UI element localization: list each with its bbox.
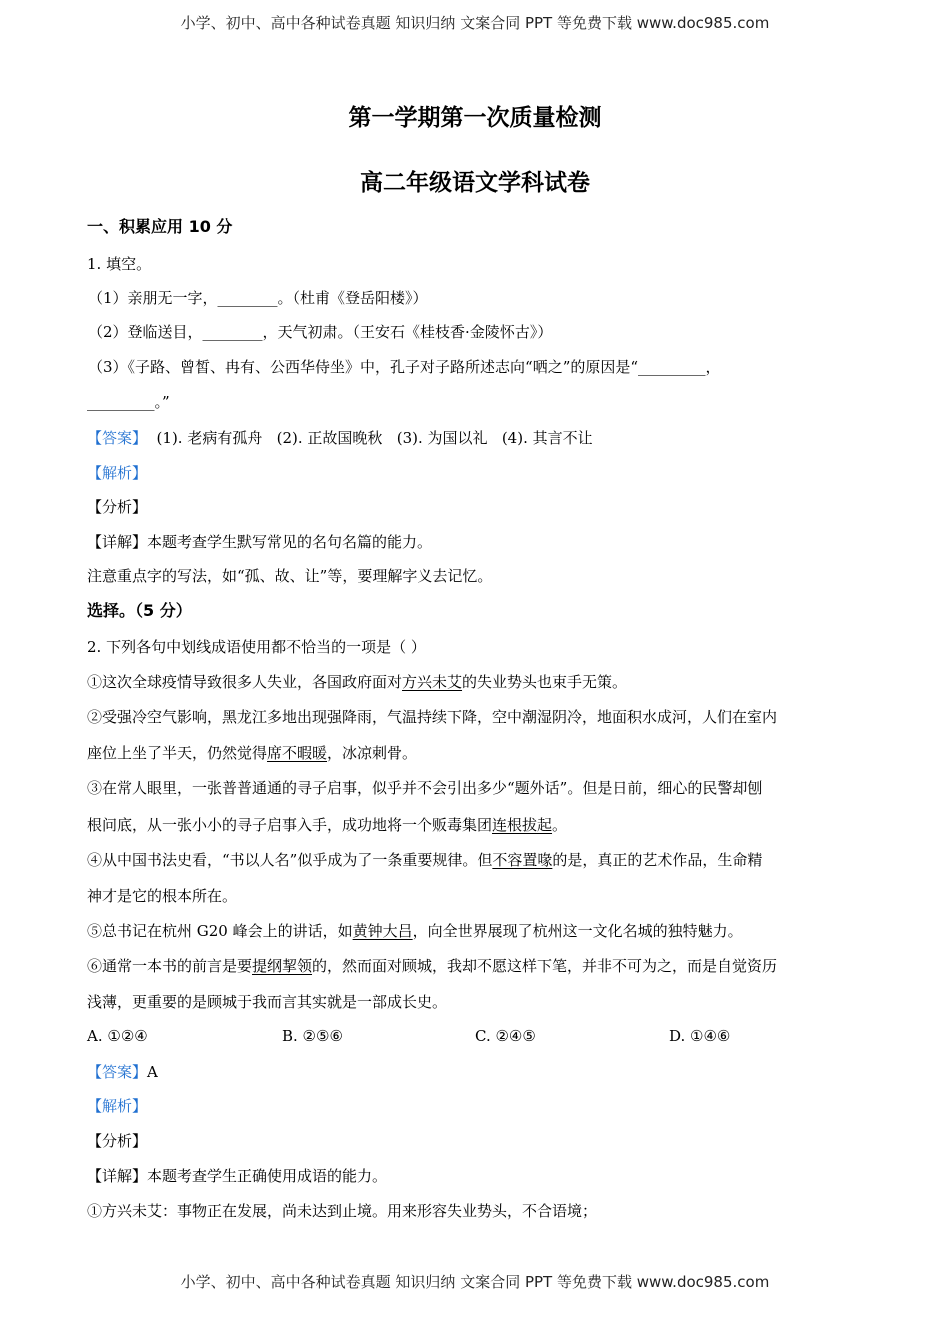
sentence-text: ④从中国书法史看，“书以人名”似乎成为了一条重要规律。但: [87, 851, 493, 869]
underlined-idiom: 连根拔起: [492, 816, 553, 834]
sentence-3-line-2: [87, 815, 567, 835]
sentence-text: 的失业势头也束手无策。: [462, 673, 628, 691]
answer-1: [87, 428, 593, 448]
sentence-2-line-2: [87, 743, 417, 763]
fenxi-label-2: 【分析】: [87, 1132, 148, 1150]
sentence-text: 。: [552, 816, 568, 834]
underlined-idiom: 黄钟大吕: [352, 922, 413, 940]
option-b: B. ②⑤⑥: [282, 1027, 343, 1045]
underlined-idiom: 方兴未艾: [402, 673, 463, 691]
option-c: C. ②④⑤: [475, 1027, 536, 1045]
sentence-text: 的是，真正的艺术作品，生命精: [552, 851, 763, 869]
exam-subtitle: 高二年级语文学科试卷: [360, 170, 590, 196]
sentence-1: [87, 672, 627, 692]
sentence-text: 根问底，从一张小小的寻子启事入手，成功地将一个贩毒集团: [87, 816, 493, 834]
question-1-item-3: （3）《子路、曾皙、冉有、公西华侍坐》中，孔子对子路所述志向“哂之”的原因是“_________，: [88, 358, 721, 376]
header-banner: 小学、初中、高中各种试卷真题 知识归纳 文案合同 PPT 等免费下载 www.doc985.com: [180, 14, 770, 32]
answer-2: [87, 1062, 158, 1082]
option-d: D. ①④⑥: [669, 1027, 731, 1045]
sentence-text: ，向全世界展现了杭州这一文化名城的独特魅力。: [412, 922, 743, 940]
sentence-text: 的，然而面对顾城，我却不愿这样下笔，并非不可为之，而是自觉资历: [312, 957, 778, 975]
section-heading-1: 一、积累应用 10 分: [87, 217, 233, 236]
detail-text: 【详解】本题考查学生默写常见的名句名篇的能力。: [87, 533, 433, 551]
sentence-5: [87, 921, 743, 941]
analysis-tag: 【解析】: [87, 464, 148, 482]
note-text: 注意重点字的写法，如“孤、故、让”等，要理解字义去记忆。: [87, 567, 493, 585]
section-heading-2: 选择。（5 分）: [87, 601, 192, 620]
analysis-tag-2: 【解析】: [87, 1097, 148, 1115]
underlined-idiom: 不容置喙: [492, 851, 553, 869]
sentence-2-line-1: ②受强冷空气影响，黑龙江多地出现强降雨，气温持续下降，空中潮湿阴冷，地面积水成河，人们在室内: [87, 708, 778, 726]
exam-title: 第一学期第一次质量检测: [348, 105, 602, 131]
underlined-idiom: 席不暇暖: [267, 744, 328, 762]
sentence-text: ⑤总书记在杭州 G20 峰会上的讲话，如: [87, 922, 353, 940]
footer-banner: 小学、初中、高中各种试卷真题 知识归纳 文案合同 PPT 等免费下载 www.doc985.com: [180, 1273, 770, 1291]
answer-text: (1). 老病有孤舟 (2). 正故国晚秋 (3). 为国以礼 (4). 其言不让: [147, 429, 593, 447]
sentence-text: ，冰凉刺骨。: [327, 744, 418, 762]
question-1-item-2: （2）登临送目，________，天气初肃。（王安石《桂枝香·金陵怀古》）: [88, 323, 553, 341]
sentence-6-line-2: 浅薄，更重要的是顾城于我而言其实就是一部成长史。: [87, 993, 448, 1011]
explanation-line: ①方兴未艾：事物正在发展，尚未达到止境。用来形容失业势头，不合语境；: [87, 1202, 598, 1220]
question-1-item-1: （1）亲朋无一字，________。（杜甫《登岳阳楼》）: [88, 289, 428, 307]
detail-text-2: 【详解】本题考查学生正确使用成语的能力。: [87, 1167, 388, 1185]
sentence-text: 座位上坐了半天，仍然觉得: [87, 744, 268, 762]
option-a: A. ①②④: [87, 1027, 148, 1045]
answer-text: A: [147, 1063, 158, 1081]
sentence-4-line-2: 神才是它的根本所在。: [87, 887, 238, 905]
sentence-6-line-1: [87, 956, 777, 976]
answer-tag: 【答案】: [87, 429, 148, 447]
sentence-text: ⑥通常一本书的前言是要: [87, 957, 253, 975]
sentence-3-line-1: ③在常人眼里，一张普普通通的寻子启事，似乎并不会引出多少“题外话”。但是日前，细心的民警却刨: [87, 779, 763, 797]
question-1-item-3-cont: _________。”: [87, 393, 170, 411]
sentence-4-line-1: [87, 850, 762, 870]
question-1-stem: 1. 填空。: [87, 255, 152, 273]
question-2-stem: 2. 下列各句中划线成语使用都不恰当的一项是（ ）: [87, 638, 426, 656]
answer-tag: 【答案】: [87, 1063, 148, 1081]
fenxi-label: 【分析】: [87, 498, 148, 516]
underlined-idiom: 提纲挈领: [252, 957, 313, 975]
sentence-text: ①这次全球疫情导致很多人失业，各国政府面对: [87, 673, 403, 691]
